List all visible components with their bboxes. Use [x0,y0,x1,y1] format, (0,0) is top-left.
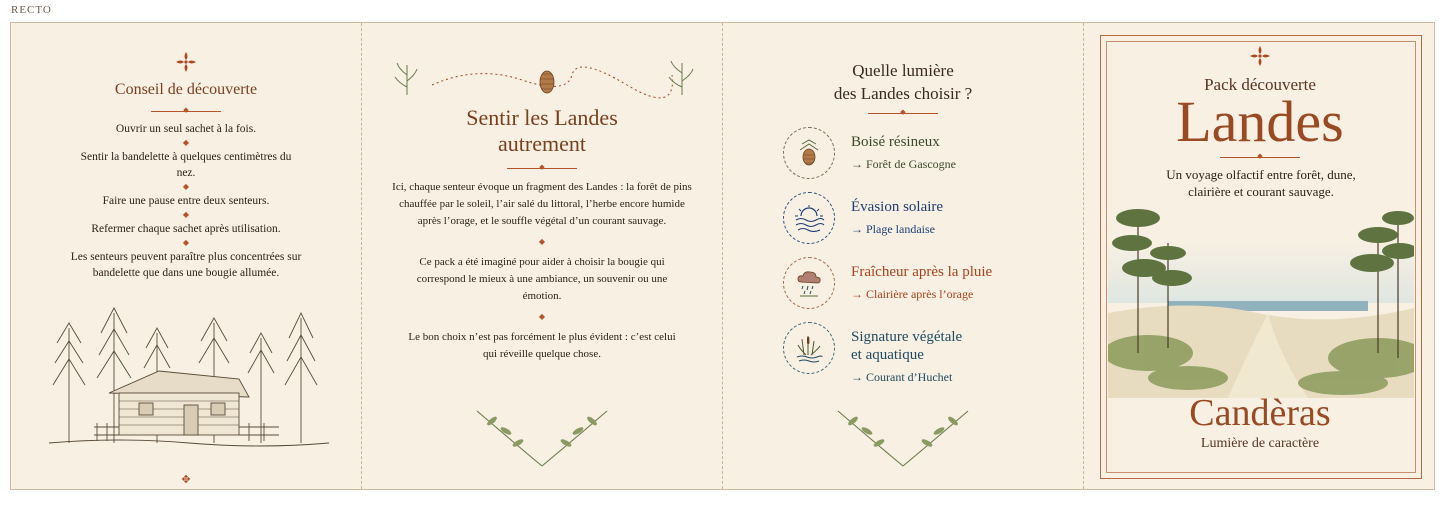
panel3-title-line1: Quelle lumière [852,61,954,80]
reeds-icon [783,322,835,374]
divider [507,168,577,169]
paragraph: Le bon choix n’est pas forcément le plus évident : c’est celui qui réveille quelque chose. [408,331,676,360]
tip-item: Les senteurs peuvent paraître plus concentrées sur bandelette que dans une bougie allumée. [70,251,302,279]
diamond-icon: ◆ [182,138,190,147]
panel-cover [1083,23,1436,489]
ambiance-place: → Courant d’Huchet [851,370,953,384]
ambiance-solar [783,192,1073,248]
panel1-title: Conseil de découverte [114,81,258,98]
trifold-sheet [10,22,1435,490]
panel3-title [723,59,1083,105]
divider [1220,157,1300,158]
diamond-icon: ◆ [182,210,190,219]
ambiance-place: → Forêt de Gascogne [851,157,956,171]
panel-discovery-tips [11,23,361,489]
brand-tagline: Lumière de caractère [1200,436,1320,451]
recto-label: RECTO [11,4,52,16]
rain-cloud-icon [783,257,835,309]
panel2-title-line1: Sentir les Landes [466,105,618,130]
paragraph: Ici, chaque senteur évoque un fragment des Landes : la forêt de pins chauffée par le soleil, l’air salé du littoral, l’herbe encore humide après l’orage, et le souffle végétal d’un courant sauvage. [392,181,692,227]
cover-description: Un voyage olfactif entre forêt, dune, clairière et courant sauvage. [1166,167,1356,199]
ambiance-place: → Plage landaise [851,222,935,236]
ambiance-name: Évasion solaire [851,199,944,215]
panel2-title [362,105,722,157]
ambiance-name [851,328,962,364]
diamond-icon: ◆ [182,238,190,247]
ambiance-woody [783,127,1073,183]
panel2-body [392,179,692,363]
ambiance-rain [783,257,1073,313]
tips-list [51,121,321,281]
diamond-icon: ◆ [538,312,546,321]
paragraph: Ce pack a été imaginé pour aider à choisir la bougie qui correspond le mieux à une ambiance, un souvenir ou une émotion. [416,256,668,302]
tip-item: Faire une pause entre deux senteurs. [102,195,270,207]
divider [151,111,221,112]
olive-sprig-icon [472,401,612,471]
cover-pretitle: Pack découverte [1204,75,1316,94]
fleur-ornament-icon [11,51,361,77]
olive-sprig-icon [833,401,973,471]
tip-item: Sentir la bandelette à quelques centimètres du nez. [80,151,292,179]
diamond-icon: ◆ [182,182,190,191]
dune-landscape-illustration [1108,173,1414,398]
ambiance-place: → Clairière après l’orage [851,287,974,301]
fleur-ornament-icon [1084,45,1436,71]
cover-title: Landes [1176,89,1344,154]
tip-item: Refermer chaque sachet après utilisation. [91,223,281,235]
bottom-ornament-icon: ✥ [181,473,191,486]
ambiance-name-line2: et aquatique [851,347,924,363]
tip-item: Ouvrir un seul sachet à la fois. [115,123,257,135]
forest-cabin-illustration [39,293,335,453]
panel3-title-line2: des Landes choisir ? [833,84,973,103]
brand-name: Candèras [1189,392,1331,434]
diamond-icon: ◆ [538,237,546,246]
panel2-title-line2: autrement [498,131,586,156]
pine-cone-icon [783,127,835,179]
divider [868,113,938,114]
pinecone-garland-icon [387,55,702,100]
ambiance-vegetal [783,322,1073,392]
ambiance-name: Fraîcheur après la pluie [851,264,993,280]
ambiance-name: Boisé résineux [851,134,940,150]
panel-choose-light [722,23,1083,489]
sun-waves-icon [783,192,835,244]
ambiance-name-line1: Signature végétale [851,329,963,345]
panel-feel-landes [361,23,722,489]
